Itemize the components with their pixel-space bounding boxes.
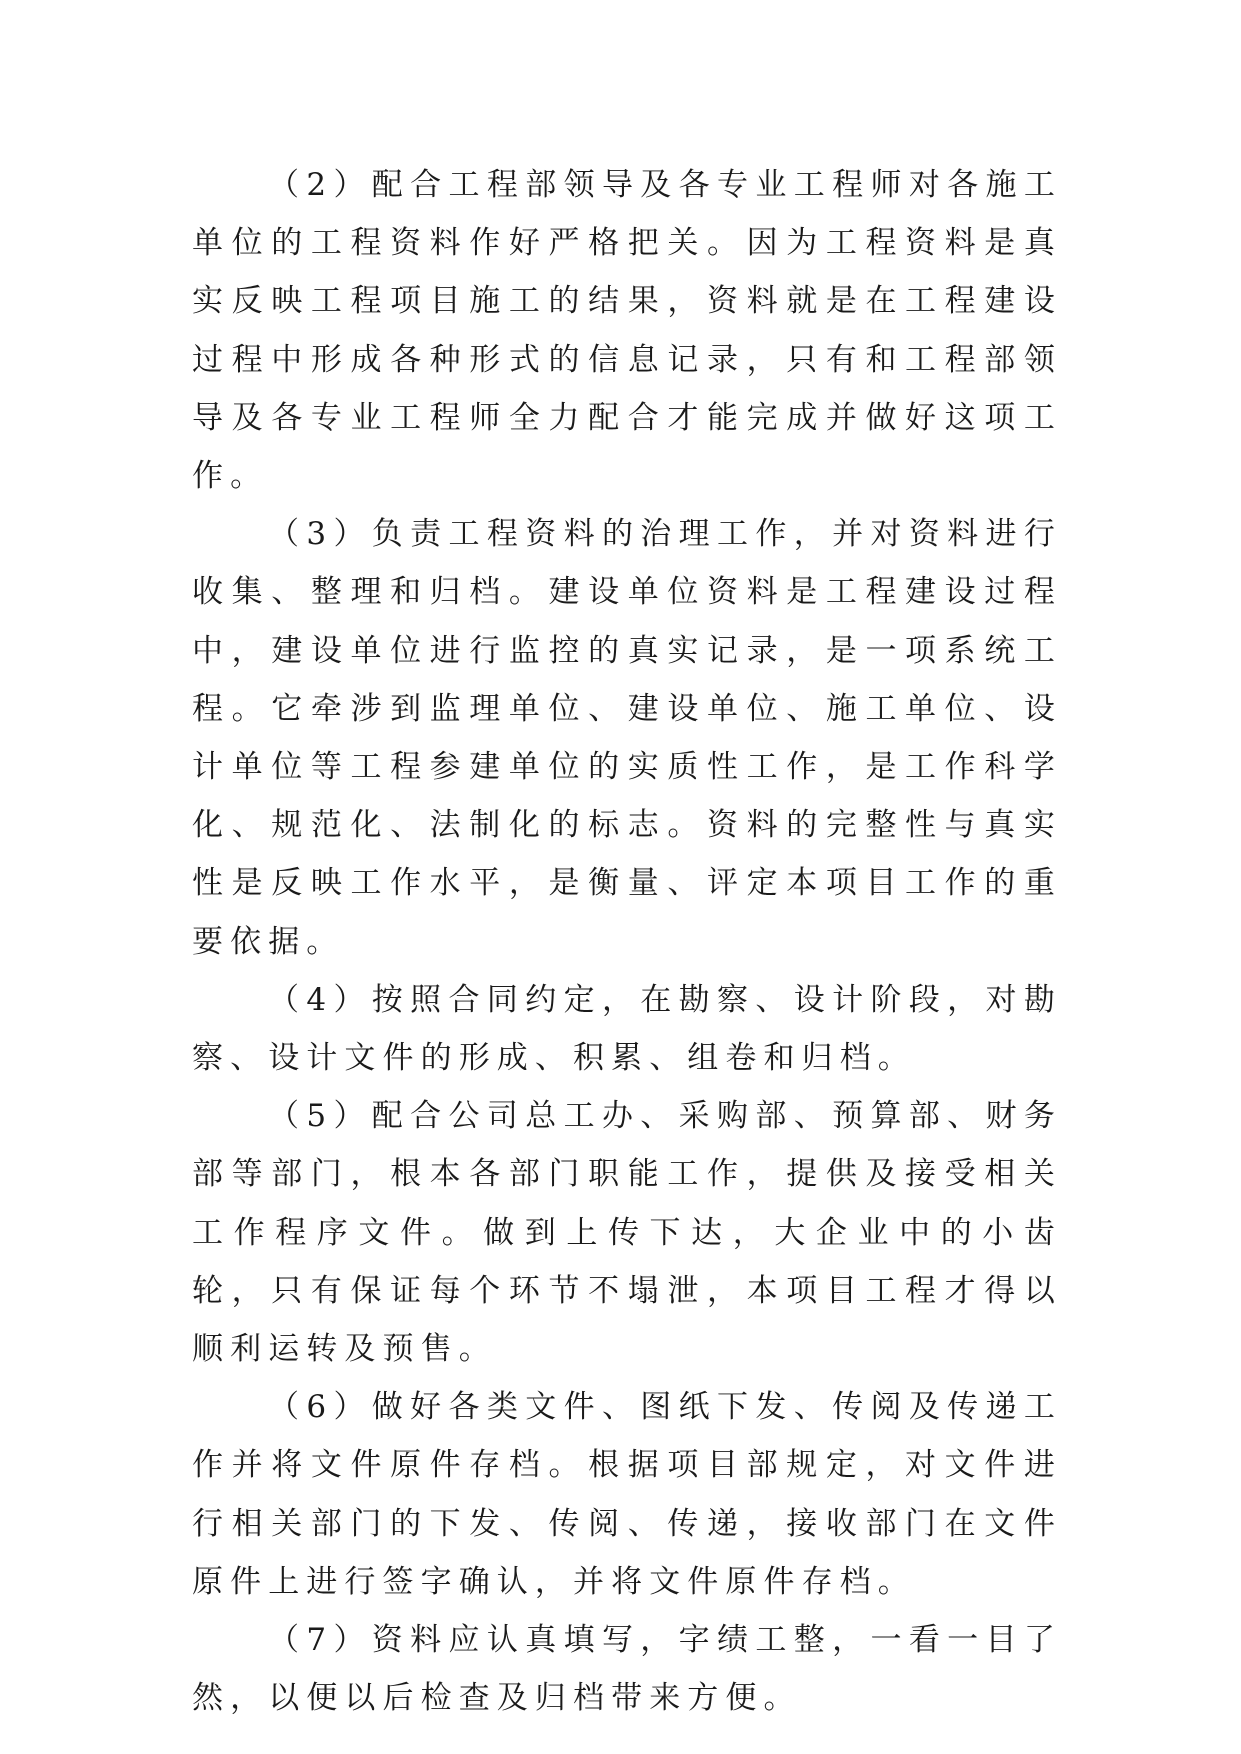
paragraph-item-6: （6）做好各类文件、图纸下发、传阅及传递工作并将文件原件存档。根据项目部规定，对文件进行相关部门的下发、传阅、传递，接收部门在文件原件上进行签字确认，并将文件原件存档。 [192,1389,1062,1600]
paragraph-item-5: （5）配合公司总工办、采购部、预算部、财务部等部门，根本各部门职能工作，提供及接受相关工作程序文件。做到上传下达，大企业中的小齿轮，只有保证每个环节不塌泄，本项目工程才得以顺利运转及预售。 [192,1098,1062,1368]
paragraph-item-4: （4）按照合同约定，在勘察、设计阶段，对勘察、设计文件的形成、积累、组卷和归档。 [192,981,1062,1077]
paragraph-item-7: （7）资料应认真填写，字绩工整，一看一目了然，以便以后检查及归档带来方便。 [192,1622,1062,1717]
paragraph-item-3: （3）负责工程资料的治理工作，并对资料进行收集、整理和归档。建设单位资料是工程建设过程中，建设单位进行监控的真实记录，是一项系统工程。它牵涉到监理单位、建设单位、施工单位、设计单位等工程参建单位的实质性工作，是工作科学化、规范化、法制化的标志。资料的完整性与真实性是反映工作水平，是衡量、评定本项目工作的重要依据。 [192,516,1062,960]
document-body [192,156,1062,1727]
paragraph-item-2: （2）配合工程部领导及各专业工程师对各施工单位的工程资料作好严格把关。因为工程资料是真实反映工程项目施工的结果，资料就是在工程建设过程中形成各种形式的信息记录，只有和工程部领导及各专业工程师全力配合才能完成并做好这项工作。 [192,167,1062,495]
